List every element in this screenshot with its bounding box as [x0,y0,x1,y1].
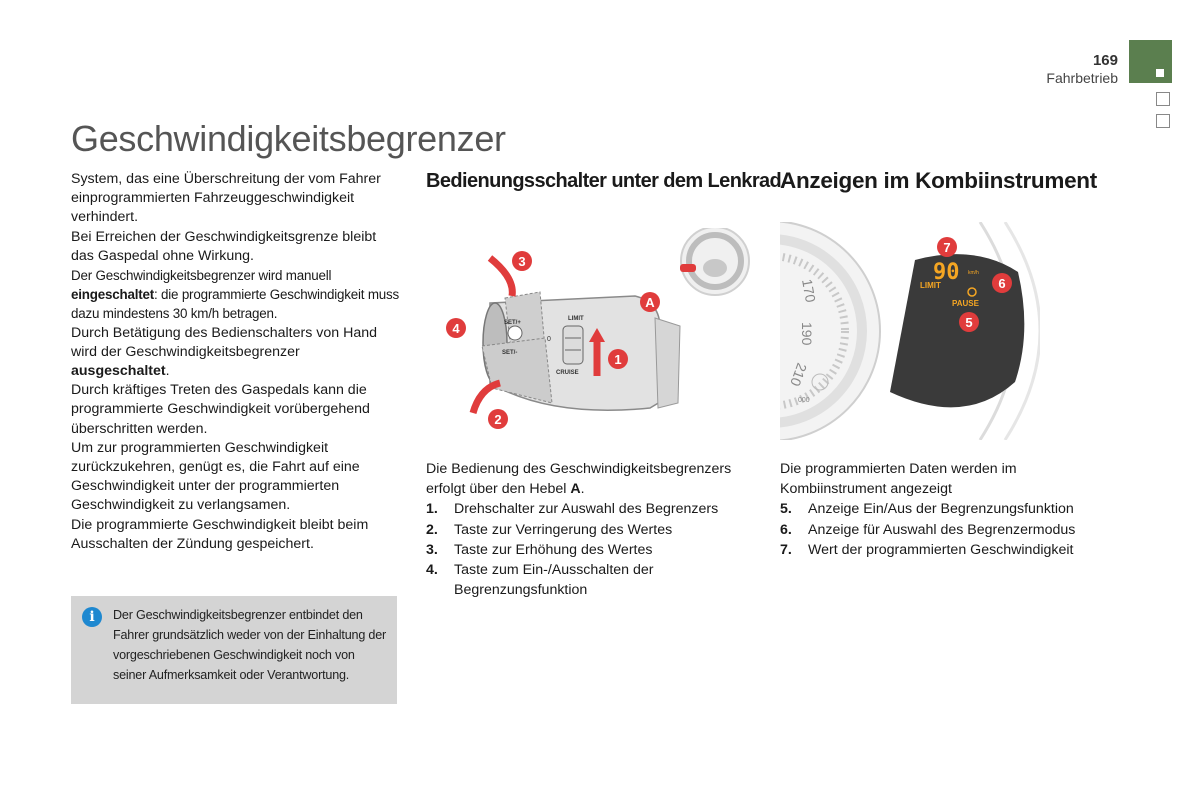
list-text: Taste zur Erhöhung des Wertes [454,541,653,558]
chapter-tab-box [1156,114,1170,128]
list-number: 4. [426,562,438,579]
odometer: 000 [798,397,810,404]
emphasis: eingeschaltet [71,287,154,303]
display-description [780,459,1120,560]
display-heading: Anzeigen im Kombiinstrument [780,168,1097,193]
control-heading: Bedienungsschalter unter dem Lenkrad [426,170,782,192]
callout-3-label: 3 [518,254,526,269]
callout-4-label: 4 [452,321,460,336]
label-limit: LIMIT [568,316,584,322]
callout-5-label: 5 [965,315,973,330]
callout-2 [488,409,508,429]
list-number: 6. [780,521,792,538]
list-number: 3. [426,541,438,558]
intro-paragraph: Um zur programmierten Geschwindigkeit zurückzukehren, genügt es, die Fahrt auf eine Geschwindigkeit unter der programmierten Geschwindigkeit zu verlangsamen. [71,439,360,514]
callout-1 [608,349,628,369]
tab-marker [1156,69,1164,77]
label-zero: 0 [547,336,551,343]
intro-paragraph [71,324,401,382]
list-number: 7. [780,541,792,558]
label-cruise: CRUISE [556,370,579,376]
list-text: Anzeige für Auswahl des Begrenzermodus [808,521,1076,538]
scale-190: 190 [799,322,815,346]
list-text: Anzeige Ein/Aus der Begrenzungsfunktion [808,501,1074,518]
control-description [426,459,756,600]
scale-210: 210 [787,360,811,389]
callout-1-label: 1 [614,352,622,367]
page-title: Geschwindigkeitsbegrenzer [71,118,506,159]
list-item [426,520,756,540]
callout-3 [512,251,532,271]
intro-paragraph: System, das eine Überschreitung der vom Fahrer einprogrammierten Fahrzeuggeschwindigkeit verhindert. [71,171,381,226]
list-number: 1. [426,501,438,518]
info-note-text: Der Geschwindigkeitsbegrenzer entbindet den Fahrer grundsätzlich weder von der Einhaltung der vorgeschriebenen Geschwindigkeit noch von seiner Aufmerksamkeit oder Verantwortung. [113,608,387,682]
chapter-tab-box [1156,92,1170,106]
callout-4 [446,318,466,338]
list-item [780,499,1120,519]
scale-170: 170 [799,277,819,304]
display-list [780,499,1120,560]
callout-a-label: A [645,295,655,310]
arrow-up-icon [490,258,512,296]
text-run: . [165,363,170,380]
list-item [426,540,756,560]
intro-paragraph: Die programmierte Geschwindigkeit bleibt beim Ausschalten der Zündung gespeichert. [71,516,369,552]
control-intro [426,459,756,499]
instrument-cluster-illustration [780,222,1040,440]
info-note [71,596,397,704]
callout-7-label: 7 [943,240,951,255]
text-run: . [580,481,585,498]
list-text: Taste zum Ein-/Ausschalten der Begrenzungsfunktion [454,562,654,599]
control-list [426,499,756,600]
pause-indicator: PAUSE [952,299,979,308]
callout-2-label: 2 [494,412,502,427]
list-item [780,540,1120,560]
label-set-plus: SET/+ [504,320,521,326]
callout-6-label: 6 [998,276,1006,291]
info-icon: i [82,607,102,627]
list-item [780,520,1120,540]
intro-paragraph: Durch kräftiges Treten des Gaspedals kann die programmierte Geschwindigkeit vorübergehend überschritten werden. [71,382,370,437]
callout-5 [959,312,979,332]
chapter-tab-active [1129,40,1172,83]
limit-indicator: LIMIT [920,281,941,290]
list-text: Taste zur Verringerung des Wertes [454,521,673,538]
list-text: Drehschalter zur Auswahl des Begrenzers [454,501,719,518]
speed-value: 90 [933,260,960,285]
text-run: Die Bedienung des Geschwindigkeitsbegrenzers erfolgt über den Hebel [426,461,732,498]
list-number: 5. [780,501,792,518]
stalk-illustration [420,228,760,443]
display-intro: Die programmierten Daten werden im Kombiinstrument angezeigt [780,461,1017,498]
list-item [426,499,756,519]
list-number: 2. [426,521,438,538]
text-run: Der Geschwindigkeitsbegrenzer wird manuell [71,268,332,284]
emphasis: A [570,481,581,498]
steering-wheel-icon [680,228,749,295]
intro-paragraph [71,266,401,324]
callout-6 [992,273,1012,293]
intro-paragraph: Bei Erreichen der Geschwindigkeitsgrenze bleibt das Gaspedal ohne Wirkung. [71,228,377,264]
page-number: 169 [1092,52,1118,69]
section-title: Fahrbetrieb [1046,70,1118,86]
speed-unit: km/h [968,270,979,276]
emphasis: ausgeschaltet [71,363,166,380]
list-item [426,560,756,600]
arrow-down-icon [473,383,500,413]
callout-a [640,292,660,312]
label-set-minus: SET/- [502,350,518,356]
callout-7 [937,237,957,257]
text-run: : die programmierte Geschwindigkeit muss dazu mindestens 30 km/h betragen. [71,287,400,322]
text-run: Durch Betätigung des Bedienschalters von Hand wird der Geschwindigkeitsbegrenzer [71,324,378,360]
list-text: Wert der programmierten Geschwindigkeit [808,541,1074,558]
intro-text [71,170,401,554]
